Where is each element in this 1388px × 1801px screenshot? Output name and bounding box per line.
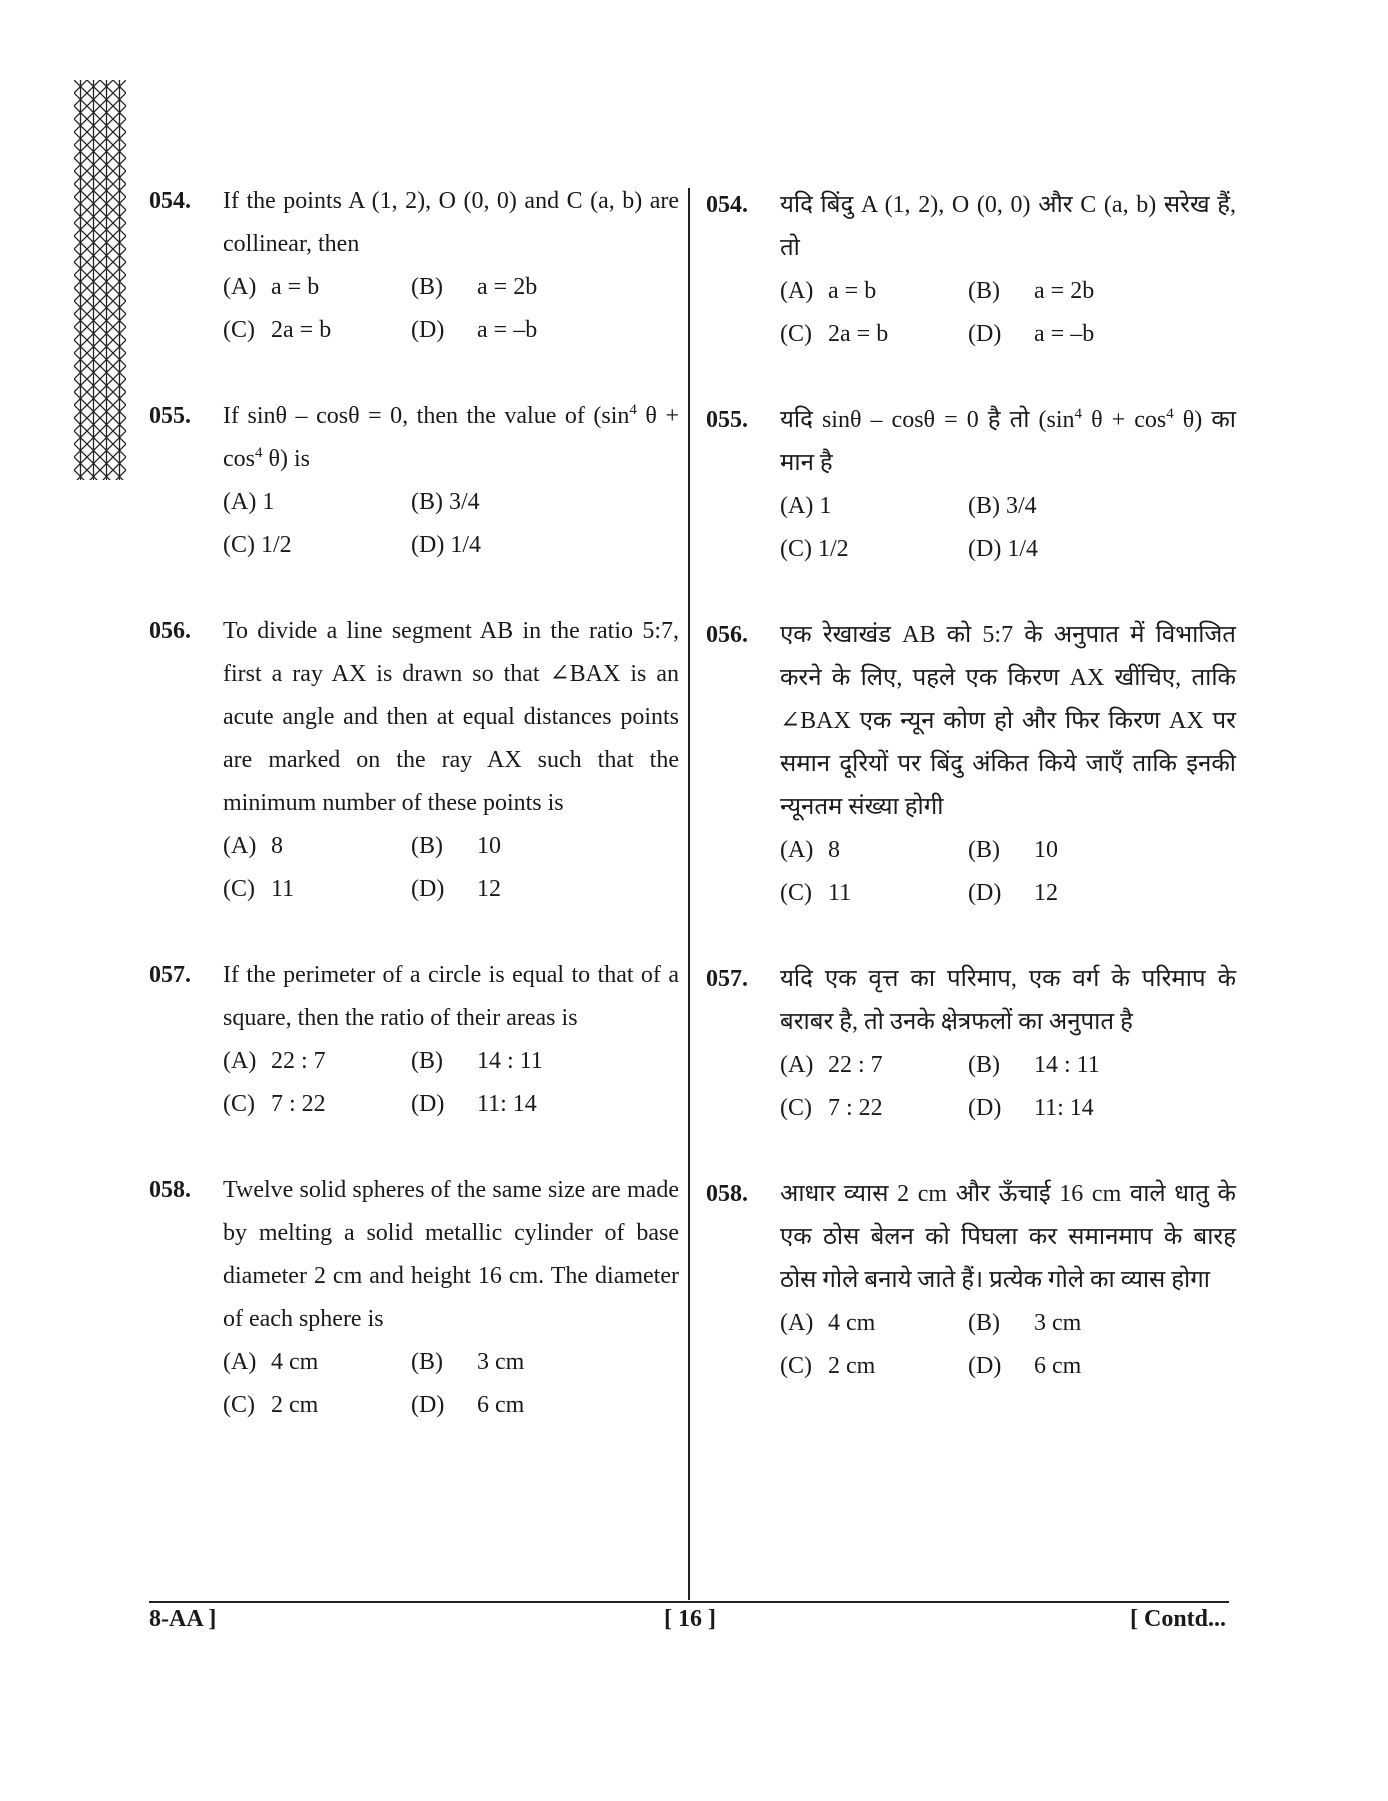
options	[223, 825, 679, 911]
options	[780, 485, 1236, 571]
option-c[interactable]: (C) 2a = b	[780, 321, 889, 347]
option-b[interactable]: (B) 14 : 11	[968, 1052, 1100, 1078]
question-stem: If the points A (1, 2), O (0, 0) and C (a, b) are collinear, then	[223, 188, 679, 257]
question-058-en	[149, 1169, 679, 1427]
options	[780, 829, 1236, 915]
question-058-hi	[706, 1173, 1236, 1388]
option-b[interactable]: (B) 10	[968, 837, 1058, 863]
decorative-border-pattern	[74, 80, 126, 480]
column-divider	[688, 188, 690, 1600]
option-a[interactable]: (A) 22 : 7	[223, 1048, 326, 1074]
option-b[interactable]: (B) 10	[411, 833, 501, 859]
options	[780, 1044, 1236, 1130]
question-number: 056.	[149, 618, 191, 644]
hindi-column	[706, 184, 1236, 1388]
option-a[interactable]: (A) 1	[780, 493, 832, 519]
option-a[interactable]: (A) 8	[780, 837, 840, 863]
option-c[interactable]: (C) 2 cm	[780, 1353, 876, 1379]
question-057-hi	[706, 958, 1236, 1130]
option-d[interactable]: (D) 12	[968, 880, 1058, 906]
question-stem: Twelve solid spheres of the same size are made by melting a solid metallic cylinder of base diameter 2 cm and height 16 cm. The diameter of each sphere is	[223, 1177, 679, 1332]
footer-rule	[149, 1601, 1229, 1603]
question-stem: If the perimeter of a circle is equal to that of a square, then the ratio of their areas is	[223, 962, 679, 1031]
options	[780, 1302, 1236, 1388]
option-d[interactable]: (D) 1/4	[968, 536, 1038, 562]
option-d[interactable]: (D) a = –b	[968, 321, 1095, 347]
option-b[interactable]: (B) a = 2b	[411, 274, 538, 300]
option-c[interactable]: (C) 1/2	[780, 536, 849, 562]
question-stem: If sinθ – cosθ = 0, then the value of ($\sin^4$ $\theta + \cos^4 \theta$) is	[223, 402, 679, 472]
english-column	[149, 180, 679, 1427]
options	[223, 481, 679, 567]
page-number: [ 16 ]	[664, 1606, 716, 1632]
continued-label: [ Contd...	[1130, 1606, 1227, 1632]
option-d[interactable]: (D) 6 cm	[411, 1392, 525, 1418]
option-c[interactable]: (C) 2 cm	[223, 1392, 319, 1418]
question-number: 056.	[706, 622, 748, 648]
option-d[interactable]: (D) a = –b	[411, 317, 538, 343]
option-d[interactable]: (D) 6 cm	[968, 1353, 1082, 1379]
question-number: 055.	[706, 407, 748, 433]
option-d[interactable]: (D) 11: 14	[968, 1095, 1094, 1121]
option-d[interactable]: (D) 11: 14	[411, 1091, 537, 1117]
question-stem: To divide a line segment AB in the ratio 5:7, first a ray AX is drawn so that ∠BAX is an acute angle and then at equal distances points are marked on the ray AX such that the minimum number of these points is	[223, 618, 679, 816]
question-number: 058.	[149, 1177, 191, 1203]
question-054-en	[149, 180, 679, 352]
options	[223, 266, 679, 352]
question-number: 054.	[149, 188, 191, 214]
option-a[interactable]: (A) 22 : 7	[780, 1052, 883, 1078]
question-057-en	[149, 954, 679, 1126]
option-c[interactable]: (C) 1/2	[223, 532, 292, 558]
question-056-hi	[706, 614, 1236, 915]
option-b[interactable]: (B) 3/4	[411, 489, 480, 515]
footer-code: 8-AA ]	[149, 1606, 217, 1632]
option-c[interactable]: (C) 2a = b	[223, 317, 332, 343]
question-stem: आधार व्यास 2 cm और ऊँचाई 16 cm वाले धातु के एक ठोस बेलन को पिघला कर समानमाप के बारह ठोस गोले बनाये जाते हैं। प्रत्येक गोले का व्यास होगा	[780, 1181, 1236, 1293]
question-number: 057.	[149, 962, 191, 988]
question-number: 055.	[149, 403, 191, 429]
options	[780, 270, 1236, 356]
option-a[interactable]: (A) a = b	[223, 274, 320, 300]
option-c[interactable]: (C) 7 : 22	[223, 1091, 326, 1117]
options	[223, 1040, 679, 1126]
question-number: 058.	[706, 1181, 748, 1207]
option-b[interactable]: (B) 3 cm	[411, 1349, 525, 1375]
question-055-hi	[706, 399, 1236, 571]
option-c[interactable]: (C) 7 : 22	[780, 1095, 883, 1121]
question-055-en	[149, 395, 679, 567]
option-a[interactable]: (A) 8	[223, 833, 283, 859]
option-d[interactable]: (D) 12	[411, 876, 501, 902]
option-d[interactable]: (D) 1/4	[411, 532, 481, 558]
question-number: 054.	[706, 192, 748, 218]
question-stem: एक रेखाखंड AB को 5:7 के अनुपात में विभाजित करने के लिए, पहले एक किरण AX खींचिए, ताकि ∠BAX एक न्यून कोण हो और फिर किरण AX पर समान दूरियों पर बिंदु अंकित किये जाएँ ताकि इनकी न्यूनतम संख्या होगी	[780, 622, 1236, 820]
options	[223, 1341, 679, 1427]
option-a[interactable]: (A) 4 cm	[780, 1310, 876, 1336]
option-a[interactable]: (A) 4 cm	[223, 1349, 319, 1375]
question-stem: यदि एक वृत्त का परिमाप, एक वर्ग के परिमाप के बराबर है, तो उनके क्षेत्रफलों का अनुपात है	[780, 966, 1236, 1035]
question-number: 057.	[706, 966, 748, 992]
question-054-hi	[706, 184, 1236, 356]
option-c[interactable]: (C) 11	[223, 876, 295, 902]
question-stem: यदि sinθ – cosθ = 0 है तो ($\sin^4$ $\theta + \cos^4 \theta$) का मान है	[780, 406, 1236, 476]
question-stem: यदि बिंदु A (1, 2), O (0, 0) और C (a, b) सरेख हैं, तो	[780, 192, 1236, 261]
option-b[interactable]: (B) 3/4	[968, 493, 1037, 519]
option-b[interactable]: (B) a = 2b	[968, 278, 1095, 304]
option-a[interactable]: (A) a = b	[780, 278, 877, 304]
option-b[interactable]: (B) 14 : 11	[411, 1048, 543, 1074]
option-a[interactable]: (A) 1	[223, 489, 275, 515]
question-056-en	[149, 610, 679, 911]
option-b[interactable]: (B) 3 cm	[968, 1310, 1082, 1336]
option-c[interactable]: (C) 11	[780, 880, 852, 906]
